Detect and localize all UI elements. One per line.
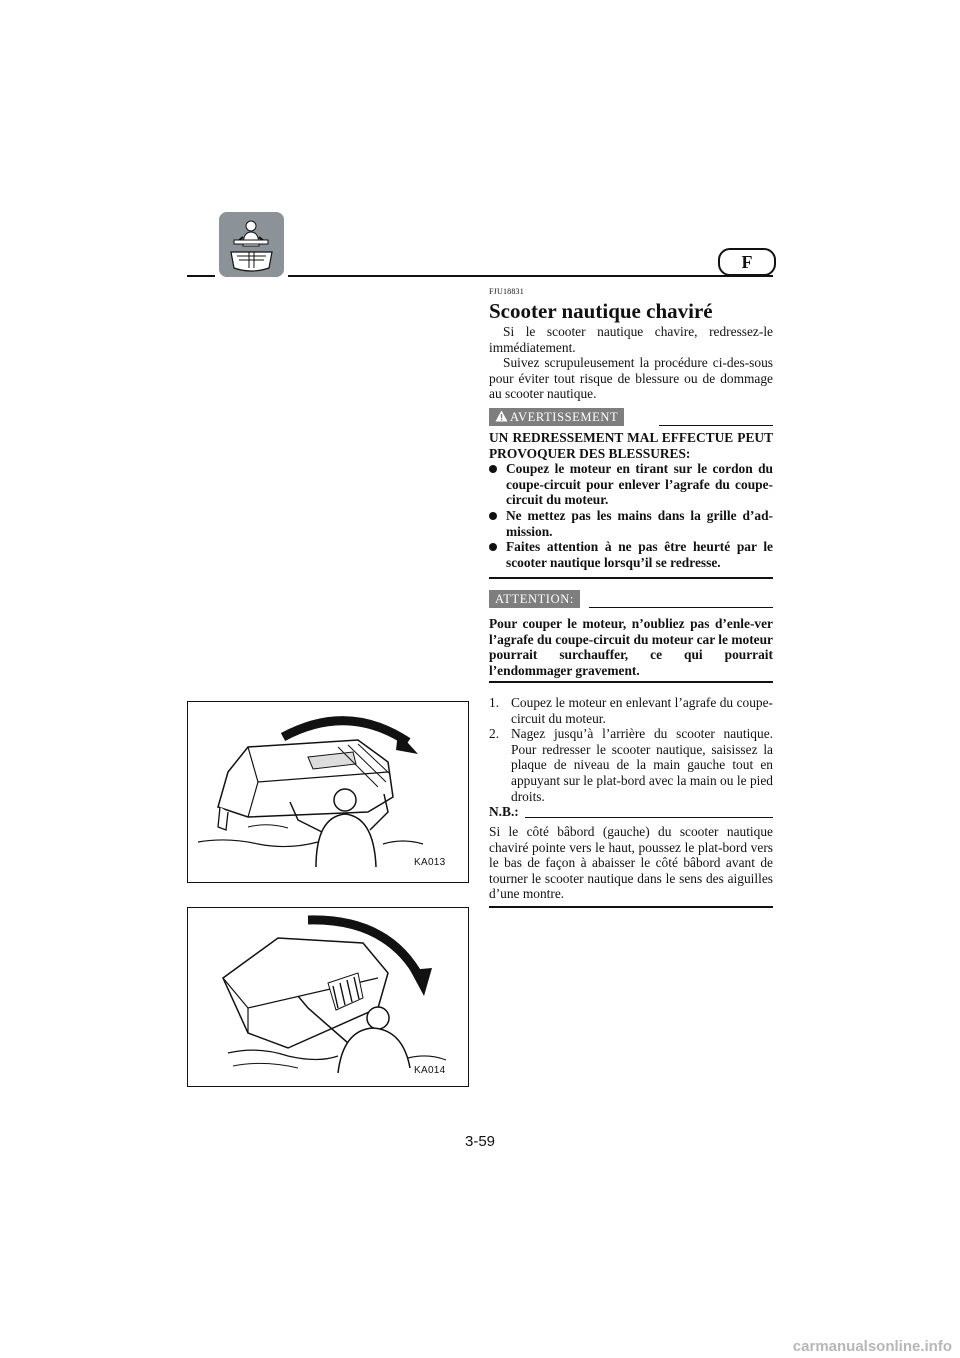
- warning-label-text: AVERTISSEMENT: [510, 410, 619, 424]
- intro-block: [489, 324, 773, 402]
- warning-item: Ne mettez pas les mains dans la grille d’ad-mission.: [489, 508, 773, 539]
- note-label-row: [489, 803, 773, 821]
- righting-watercraft-illustration: [188, 908, 468, 1086]
- header-rule-right: [288, 275, 773, 277]
- bullet-dot: [489, 465, 497, 473]
- warning-item: Coupez le moteur en tirant sur le cordon du coupe-circuit pour enlever l’agrafe du coupe-circuit du moteur.: [489, 461, 773, 508]
- watermark: carmanualsonline.info: [792, 1338, 952, 1355]
- note-body: [489, 824, 773, 902]
- intro-paragraph: Suivez scrupuleusement la procédure ci-des-sous pour éviter tout risque de blessure ou de dommage au scooter nautique.: [489, 355, 773, 402]
- note-label-rule: [525, 817, 773, 818]
- caution-body: [489, 616, 773, 678]
- caution-label-rule: [589, 607, 773, 608]
- language-badge: F: [718, 248, 776, 276]
- steps-list: [489, 695, 773, 804]
- page-number: 3-59: [464, 1133, 496, 1150]
- page-title: Scooter nautique chaviré: [489, 299, 713, 323]
- caution-text: Pour couper le moteur, n’oubliez pas d’enle-ver l’agrafe du coupe-circuit du moteur car le moteur pourrait surchauffer, ce qui pourrait l’endommager gravement.: [489, 616, 773, 678]
- bullet-dot: [489, 512, 497, 520]
- warning-body: [489, 430, 773, 570]
- caution-end-rule: [489, 681, 773, 683]
- bullet-dot: [489, 543, 497, 551]
- figure-ka013: [187, 701, 469, 883]
- warning-item: Faites attention à ne pas être heurté par le scooter nautique lorsqu’il se redresse.: [489, 539, 773, 570]
- watercraft-rider-icon: [219, 212, 284, 277]
- warning-label-rule: [659, 425, 773, 426]
- warning-triangle-icon: [495, 410, 508, 422]
- figure-code: KA014: [414, 1065, 446, 1076]
- note-text: Si le côté bâbord (gauche) du scooter nautique chaviré pointe vers le haut, poussez le plat-bord vers le bas de façon à abaisser le côté bâbord avant de tourner le scooter nautique dans le sens des aiguilles d’une montre.: [489, 824, 773, 902]
- section-code: FJU18831: [489, 287, 524, 296]
- capsized-watercraft-illustration: [188, 702, 468, 882]
- warning-heading: UN REDRESSEMENT MAL EFFECTUE PEUT PROVOQUER DES BLESSURES:: [489, 430, 773, 461]
- note-label: N.B.:: [489, 804, 519, 819]
- note-end-rule: [489, 906, 773, 908]
- header-rule-left: [187, 275, 215, 277]
- step-item: 1. Coupez le moteur en enlevant l’agrafe du coupe-circuit du moteur.: [489, 695, 773, 726]
- figure-ka014: [187, 907, 469, 1087]
- caution-label: ATTENTION:: [489, 590, 580, 608]
- step-item: 2. Nagez jusqu’à l’arrière du scooter nautique. Pour redresser le scooter nautique, saisissez la plaque de niveau de la main gauche tout en appuyant sur le plat-bord avec la main ou le pied droits.: [489, 726, 773, 804]
- warning-end-rule: [489, 577, 773, 579]
- intro-paragraph: Si le scooter nautique chavire, redressez-le immédiatement.: [489, 324, 773, 355]
- warning-label: [489, 408, 624, 426]
- caution-label-row: [489, 590, 773, 608]
- figure-code: KA013: [414, 857, 446, 868]
- warning-label-row: [489, 408, 773, 426]
